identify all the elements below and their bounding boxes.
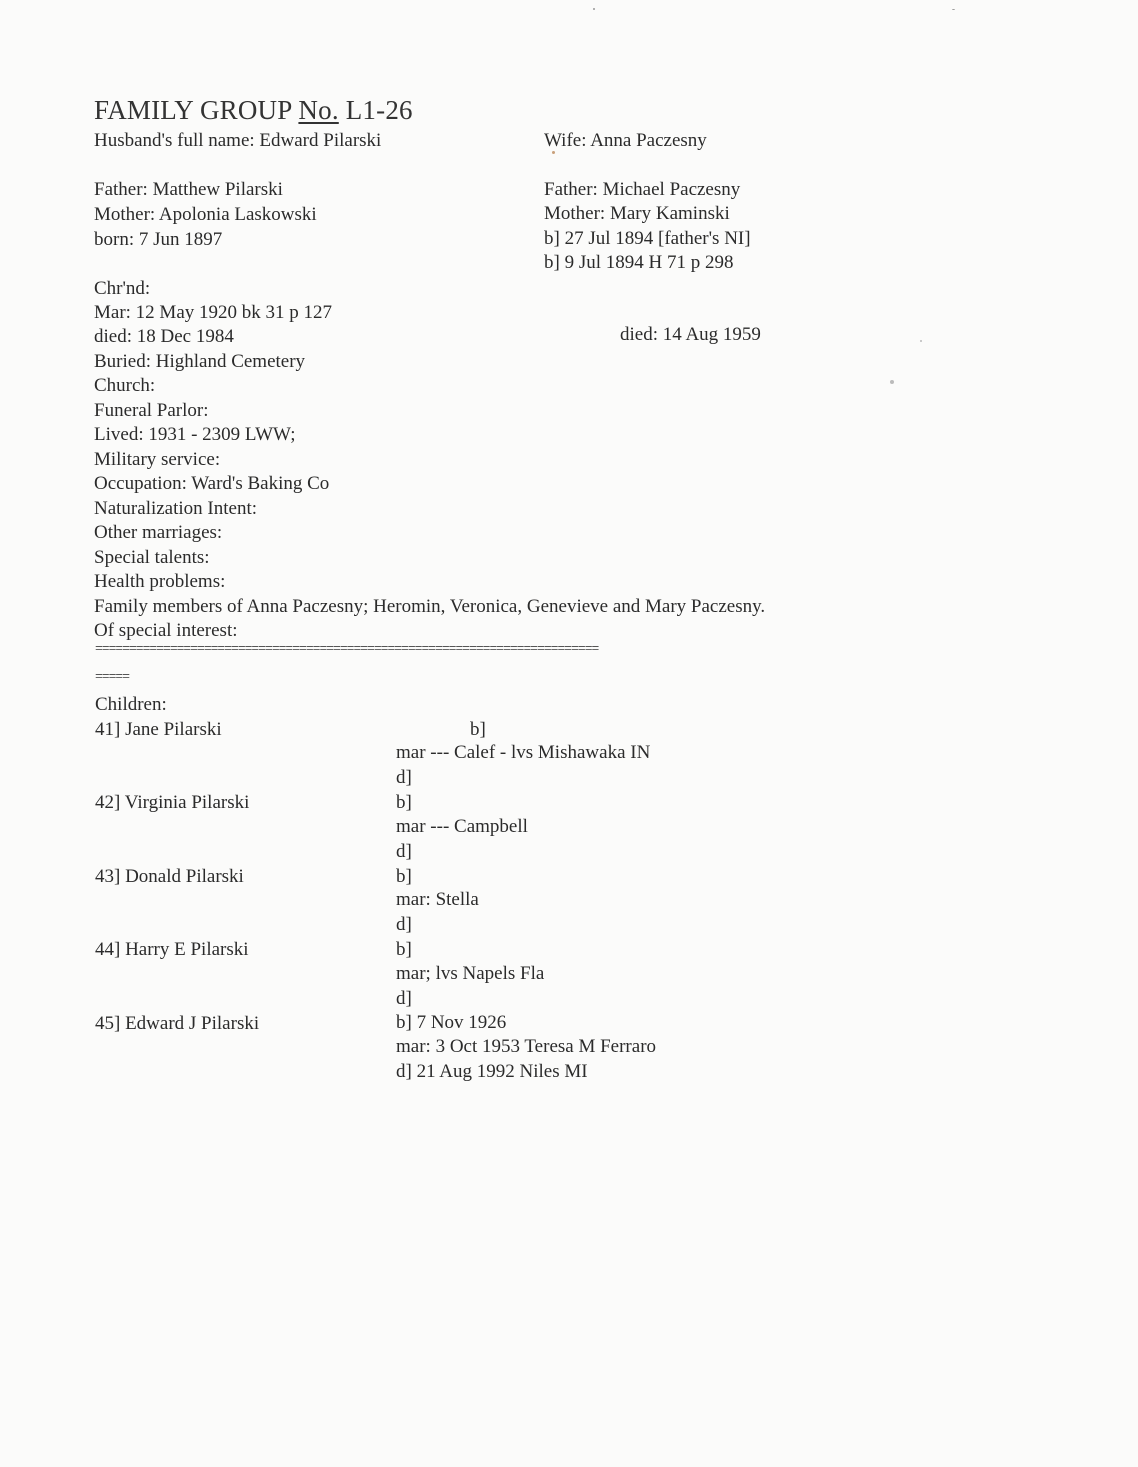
- page-title: [94, 94, 413, 126]
- separator-line-short: =====: [95, 669, 130, 684]
- husband-naturalization-intent: Naturalization Intent:: [94, 498, 258, 519]
- child-name: 41] Jane Pilarski: [95, 719, 222, 740]
- child-born: b]: [396, 939, 412, 960]
- child-name: 45] Edward J Pilarski: [95, 1013, 260, 1034]
- child-married: mar --- Calef - lvs Mishawaka IN: [396, 742, 651, 763]
- child-married: mar --- Campbell: [396, 816, 528, 837]
- wife-mother: Mother: Mary Kaminski: [544, 203, 730, 224]
- title-prefix: FAMILY GROUP: [94, 95, 299, 125]
- child-born: b] 7 Nov 1926: [396, 1012, 507, 1033]
- child-married: mar; lvs Napels Fla: [396, 963, 545, 984]
- child-born: b]: [396, 866, 412, 887]
- title-no: No.: [298, 95, 339, 125]
- child-name: 44] Harry E Pilarski: [95, 939, 249, 960]
- husband-special-talents: Special talents:: [94, 547, 210, 568]
- wife-father: Father: Michael Paczesny: [544, 179, 741, 200]
- child-born: b]: [470, 719, 486, 740]
- husband-funeral-parlor: Funeral Parlor:: [94, 400, 209, 421]
- wife-born-1: b] 27 Jul 1894 [father's NI]: [544, 228, 751, 249]
- child-died: d]: [396, 767, 412, 788]
- husband-health-problems: Health problems:: [94, 571, 226, 592]
- child-died: d]: [396, 914, 412, 935]
- child-born: b]: [396, 792, 412, 813]
- husband-military-service: Military service:: [94, 449, 221, 470]
- husband-occupation: Occupation: Ward's Baking Co: [94, 473, 330, 494]
- child-died: d] 21 Aug 1992 Niles MI: [396, 1061, 588, 1082]
- husband-church: Church:: [94, 375, 156, 396]
- husband-christened: Chr'nd:: [94, 278, 151, 299]
- title-id: L1-26: [338, 95, 413, 125]
- separator-line: ==========================================================================: [95, 641, 599, 656]
- scan-speck: [952, 9, 955, 10]
- scan-speck: [920, 340, 922, 342]
- wife-died: died: 14 Aug 1959: [620, 324, 761, 345]
- child-died: d]: [396, 988, 412, 1009]
- scan-speck: [890, 380, 894, 384]
- special-interest: Of special interest:: [94, 620, 238, 641]
- child-married: mar: 3 Oct 1953 Teresa M Ferraro: [396, 1036, 657, 1057]
- husband-died: died: 18 Dec 1984: [94, 326, 234, 347]
- husband-father: Father: Matthew Pilarski: [94, 179, 283, 200]
- family-members: Family members of Anna Paczesny; Heromin, Veronica, Genevieve and Mary Paczesny.: [94, 596, 766, 617]
- husband-born: born: 7 Jun 1897: [94, 229, 223, 250]
- child-name: 43] Donald Pilarski: [95, 866, 244, 887]
- husband-mother: Mother: Apolonia Laskowski: [94, 204, 317, 225]
- husband-married: Mar: 12 May 1920 bk 31 p 127: [94, 302, 333, 323]
- husband-buried: Buried: Highland Cemetery: [94, 351, 306, 372]
- husband-lived: Lived: 1931 - 2309 LWW;: [94, 424, 296, 445]
- children-label: Children:: [95, 694, 167, 715]
- scan-speck: [552, 151, 555, 154]
- wife-born-2: b] 9 Jul 1894 H 71 p 298: [544, 252, 734, 273]
- husband-other-marriages: Other marriages:: [94, 522, 223, 543]
- wife-name: Wife: Anna Paczesny: [544, 130, 707, 151]
- child-married: mar: Stella: [396, 889, 479, 910]
- child-died: d]: [396, 841, 412, 862]
- child-name: 42] Virginia Pilarski: [95, 792, 250, 813]
- husband-full-name: Husband's full name: Edward Pilarski: [94, 130, 382, 151]
- scan-speck: [593, 8, 595, 10]
